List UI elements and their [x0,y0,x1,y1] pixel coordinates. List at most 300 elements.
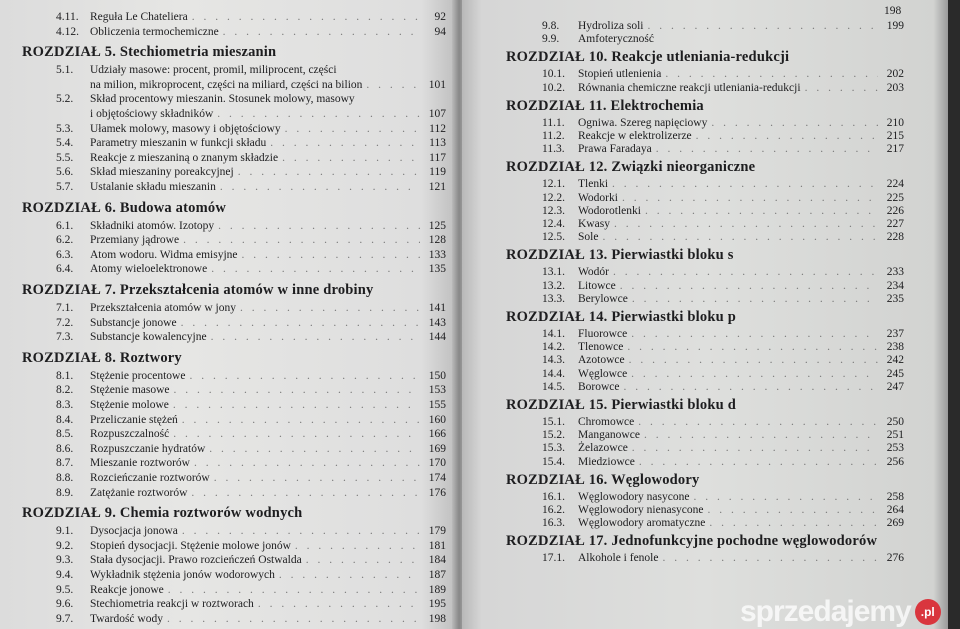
section-number: 14.4. [542,367,565,380]
section-title: Sole [578,231,599,244]
toc-entry [542,517,904,530]
chapter-heading: ROZDZIAŁ 17. Jednofunkcyjne pochodne węglowodorów [506,533,878,550]
toc-entry [542,328,904,341]
page-number: 269 [886,517,904,530]
toc-entry [542,266,904,279]
section-number: 17.1. [542,552,565,565]
toc-entry [56,399,446,412]
section-title: Parametry mieszanin w funkcji składu [90,137,267,150]
section-number: 6.3. [56,248,74,261]
toc-entry [542,552,904,565]
page-number: 242 [886,354,904,367]
page-number: 237 [886,328,904,340]
watermark-text: sprzedajemy [740,595,911,628]
leader-dots [192,11,420,24]
leader-dots [217,108,420,121]
section-number: 9.6. [56,598,74,611]
section-number: 4.12. [56,25,79,38]
section-number: 5.4. [56,137,74,150]
page-number: 225 [886,191,904,204]
leader-dots [209,443,420,456]
page-number: 143 [428,316,446,329]
section-number: 10.1. [542,68,565,81]
section-number: 15.2. [542,429,565,442]
section-title: Wodorki [578,191,618,204]
leader-dots [238,166,420,179]
chapter-heading: ROZDZIAŁ 11. Elektrochemia [506,97,704,114]
page-number: 107 [428,108,446,120]
page-number: 199 [886,20,904,32]
leader-dots [647,20,878,33]
toc-entry [56,64,446,77]
section-number: 14.2. [542,341,565,354]
toc-entry [542,68,904,81]
toc-entry [56,428,446,441]
page-number: 247 [886,380,904,393]
toc-entry [542,117,904,130]
section-title: Rozpuszczanie hydratów [90,442,206,455]
section-number: 12.3. [542,204,565,217]
page-number: 276 [886,552,904,565]
section-number: 4.11. [56,11,79,23]
section-number: 9.5. [56,583,74,596]
section-title: Węglowodory nasycone [578,490,690,503]
section-title: Manganowce [578,429,640,442]
page-number: 217 [886,143,904,156]
leader-dots [645,205,878,218]
section-number: 9.2. [56,539,74,552]
section-title: Tlenowce [578,341,624,354]
section-number: 5.6. [56,166,74,179]
page-number: 92 [434,11,446,23]
toc-entry [56,554,446,567]
section-number: 8.8. [56,472,74,484]
page-number: 184 [428,554,446,567]
toc-entry [542,231,904,244]
toc-entry [56,123,446,136]
section-number: 15.3. [542,442,565,455]
leader-dots [220,181,420,194]
chapter-heading: ROZDZIAŁ 13. Pierwiastki bloku s [506,247,734,264]
leader-dots [242,249,420,262]
section-title: Zatężanie roztworów [90,486,188,499]
section-number: 14.3. [542,354,565,367]
toc-entry [542,491,904,504]
page-number: 112 [429,122,446,135]
toc-entry [542,381,904,394]
page-number: 155 [428,399,446,411]
section-number: 11.3. [542,143,565,156]
toc-entry [56,384,446,397]
page-number: 189 [428,583,446,596]
leader-dots [279,569,420,582]
section-title: Miedziowce [578,455,635,468]
section-number: 16.2. [542,504,565,516]
toc-entry [542,354,904,367]
section-title: Twardość wody [90,612,163,625]
section-number: 12.1. [542,178,565,191]
section-title: Węglowce [578,367,628,380]
leader-dots [223,26,420,39]
leader-dots [189,370,420,383]
page-number: 202 [886,68,904,81]
page-number: 179 [428,525,446,538]
leader-dots [662,552,878,565]
leader-dots [214,472,420,485]
leader-dots [285,123,420,136]
toc-entry [56,93,446,106]
leader-dots [182,525,420,538]
section-title: Równania chemiczne reakcji utleniania-redukcji [578,81,801,94]
toc-entry [56,331,446,344]
chapter-heading: ROZDZIAŁ 8. Roztwory [22,349,182,366]
leader-dots [194,457,420,470]
toc-entry [56,249,446,262]
section-title: Atom wodoru. Widma emisyjne [90,248,238,261]
section-number: 6.1. [56,219,74,232]
section-number: 9.9. [542,33,560,46]
leader-dots [167,613,420,626]
toc-entry [542,20,904,33]
toc-entry [56,457,446,470]
toc-entry [56,152,446,165]
page-number: 195 [428,598,446,611]
section-number: 9.8. [542,20,560,32]
chapter-heading: ROZDZIAŁ 5. Stechiometria mieszanin [22,44,277,61]
page-number: 174 [428,472,446,484]
toc-entry [56,166,446,179]
section-title: Hydroliza soli [578,20,644,32]
section-number: 8.3. [56,399,74,411]
page-number: 119 [429,166,446,179]
leader-dots [631,368,878,381]
leader-dots [183,234,420,247]
toc-entry [56,613,446,626]
toc-entry [56,540,446,553]
section-title: Amfoteryczność [578,33,654,46]
section-title: Reguła Le Chateliera [90,11,188,23]
page-number: 203 [886,81,904,94]
leader-dots [696,130,878,143]
page-number: 117 [429,151,446,164]
section-title: Mieszanie roztworów [90,457,190,470]
page-number: 210 [886,116,904,129]
toc-entry [56,26,446,39]
section-number: 12.4. [542,218,565,230]
leader-dots [639,456,878,469]
page-number: 245 [886,367,904,380]
section-number [56,79,90,92]
leader-dots [805,82,878,95]
section-number: 7.1. [56,302,74,314]
leader-dots [656,143,878,156]
leader-dots [627,341,878,354]
chapter-heading: ROZDZIAŁ 15. Pierwiastki bloku d [506,397,736,413]
toc-entry [56,472,446,485]
page-number: 144 [428,331,446,344]
section-title: Borowce [578,380,620,393]
leader-dots [638,416,878,429]
leader-dots [612,178,878,191]
section-number: 9.1. [56,525,74,538]
section-number: 15.4. [542,455,565,468]
page-number: 94 [434,25,446,38]
section-number: 12.2. [542,191,565,204]
page-number: 226 [886,204,904,217]
chapter-heading: ROZDZIAŁ 12. Związki nieorganiczne [506,159,756,176]
section-number: 14.1. [542,328,565,340]
section-number: 5.5. [56,151,74,164]
toc-entry [56,181,446,194]
toc-entry [542,442,904,455]
toc-entry [56,137,446,150]
toc-entry [542,192,904,205]
page-number: 113 [429,137,446,150]
section-number: 5.3. [56,122,74,135]
section-title: Składniki atomów. Izotopy [90,219,215,232]
leader-dots [270,137,420,150]
page-number: 233 [886,266,904,279]
toc-entry [56,414,446,427]
section-number: 5.7. [56,181,74,193]
toc-entry [56,11,446,24]
section-title: Reakcje z mieszaniną o znanym składzie [90,151,279,164]
section-number: 7.2. [56,316,74,329]
section-number: 11.1. [542,116,565,129]
section-title: Wodór [578,266,610,279]
leader-dots [622,192,878,205]
toc-entry [56,234,446,247]
section-title: Przekształcenia atomów w jony [90,302,236,314]
leader-dots [709,517,878,530]
leader-dots [181,317,420,330]
toc-entry [56,569,446,582]
page-number: 258 [886,490,904,503]
section-title: Stała dysocjacji. Prawo rozcieńczeń Ostwalda [90,554,302,567]
leader-dots [631,328,878,341]
chapter-heading: ROZDZIAŁ 7. Przekształcenia atomów w inne drobiny [22,282,374,298]
page-number: 253 [886,442,904,455]
watermark-logo [740,597,941,627]
toc-entry [542,368,904,381]
section-number: 8.5. [56,428,74,441]
page-number: 141 [428,302,446,314]
section-title: Węglowodory aromatyczne [578,517,706,530]
page-number: 170 [428,457,446,470]
toc-entry [542,280,904,293]
section-number: 8.9. [56,486,74,499]
toc-entry [56,317,446,330]
section-number [56,108,90,121]
page-number: 224 [886,178,904,191]
section-title: Alkohole i fenole [578,552,659,565]
page-number: 181 [428,539,446,552]
section-title: Litowce [578,279,616,292]
page-number: 160 [428,413,446,426]
section-number: 13.2. [542,279,565,292]
page-number: 153 [428,384,446,397]
leader-dots [614,218,878,231]
page-number: 169 [428,442,446,455]
toc-entry [542,143,904,156]
section-title: Kwasy [578,218,610,230]
section-number: 8.2. [56,384,74,397]
section-number: 11.2. [542,130,565,142]
section-title: Skład mieszaniny poreakcyjnej [90,166,234,179]
page-number: 166 [428,428,446,441]
toc-entry [56,302,446,315]
toc-entry [542,218,904,231]
leader-dots [174,384,420,397]
leader-dots [665,68,878,81]
section-title: Żelazowce [578,442,628,455]
section-title: Udziały masowe: procent, promil, miliprocent, części [90,64,337,77]
toc-entry [56,220,446,233]
toc-entry [542,504,904,517]
leader-dots [211,331,420,344]
toc-entry [56,525,446,538]
leader-dots [620,280,878,293]
page-number: 198 [428,612,446,625]
toc-entry [56,263,446,276]
leader-dots [644,429,878,442]
section-title: Stężenie procentowe [90,369,186,382]
page-number: 133 [428,248,446,261]
leader-dots [173,428,420,441]
page-number: 101 [428,78,446,91]
leader-dots [708,504,878,517]
section-title: Stężenie masowe [90,384,170,397]
section-title: Stopień utlenienia [578,68,662,81]
section-title: Wodorotlenki [578,204,641,217]
chapter-heading: ROZDZIAŁ 9. Chemia roztworów wodnych [22,505,303,522]
chapter-heading: ROZDZIAŁ 16. Węglowodory [506,471,700,488]
section-number: 13.1. [542,266,565,279]
chapter-heading: ROZDZIAŁ 10. Reakcje utleniania-redukcji [506,49,790,66]
toc-entry [56,487,446,500]
page-number: 128 [428,234,446,247]
page-number: 264 [886,504,904,516]
section-title: Ułamek molowy, masowy i objętościowy [90,122,281,135]
section-title: Stężenie molowe [90,399,169,411]
section-number: 16.1. [542,490,565,503]
leader-dots [632,293,878,306]
page-number: 256 [886,455,904,468]
page-number: 234 [886,279,904,292]
section-number: 6.4. [56,263,74,276]
page-number: 121 [428,181,446,193]
section-number: 9.7. [56,612,74,625]
toc-entry [542,341,904,354]
page-number: 238 [886,341,904,354]
leader-dots [711,117,878,130]
leader-dots [211,263,420,276]
section-number: 5.1. [56,64,74,77]
toc-entry [542,82,904,95]
page-number: 176 [428,486,446,499]
section-title: Obliczenia termochemiczne [90,25,219,38]
toc-entry [542,293,904,306]
leader-dots [306,554,420,567]
page-number: 227 [886,218,904,230]
toc-entry [542,178,904,191]
section-title: Tlenki [578,178,609,191]
section-number: 9.4. [56,569,74,581]
section-number: 16.3. [542,517,565,530]
section-title: Chromowce [578,416,635,428]
toc-entry [542,429,904,442]
section-title: Azotowce [578,354,625,367]
section-number: 5.2. [56,93,74,106]
leader-dots [240,302,420,315]
section-number: 15.1. [542,416,565,428]
leader-dots [191,487,420,500]
section-title: Ustalanie składu mieszanin [90,181,216,193]
leader-dots [693,491,878,504]
leader-dots [613,266,878,279]
section-title: Skład procentowy mieszanin. Stosunek molowy, masowy [90,93,355,106]
section-title: na milion, mikroprocent, części na miliard, części na bilion [90,78,363,91]
section-title: Prawa Faradaya [578,143,652,156]
section-title: Rozcieńczanie roztworów [90,472,210,484]
toc-entry [56,79,446,92]
page-number: 198 [884,5,902,17]
section-number: 6.2. [56,234,74,247]
section-title: Wykładnik stężenia jonów wodorowych [90,569,275,581]
chapter-heading: ROZDZIAŁ 6. Budowa atomów [22,199,226,216]
leader-dots [629,354,878,367]
section-title: Dysocjacja jonowa [90,525,178,538]
section-number: 9.3. [56,554,74,567]
section-number: 8.6. [56,442,74,455]
section-title: Przemiany jądrowe [90,234,180,247]
section-title: Fluorowce [578,328,628,340]
section-number: 10.2. [542,81,565,94]
page-number: 125 [428,219,446,232]
page-number: 235 [886,292,904,305]
toc-entry [56,443,446,456]
section-title: Rozpuszczalność [90,428,170,441]
page-number: 187 [428,569,446,581]
page-number: 251 [886,429,904,442]
toc-entry [56,584,446,597]
leader-dots [632,442,878,455]
section-number: 8.1. [56,369,74,382]
page-number: 250 [886,416,904,428]
leader-dots [258,598,420,611]
section-title: Przeliczanie stężeń [90,413,178,426]
right-page [462,0,948,629]
section-number: 12.5. [542,231,565,244]
page-number: 150 [428,369,446,382]
leader-dots [182,414,420,427]
leader-dots [218,220,420,233]
toc-entry [542,130,904,143]
toc-entry [56,598,446,611]
section-title: Reakcje w elektrolizerze [578,130,692,142]
toc-entry [542,33,904,46]
toc-entry [56,108,446,121]
toc-entry [542,416,904,429]
section-number: 14.5. [542,380,565,393]
section-title: Substancje kowalencyjne [90,331,207,344]
leader-dots [282,152,420,165]
section-title: i objętościowy składników [90,108,214,120]
section-number: 7.3. [56,331,74,344]
toc-entry [542,205,904,218]
section-title: Ogniwa. Szereg napięciowy [578,116,708,129]
section-number: 13.3. [542,292,565,305]
